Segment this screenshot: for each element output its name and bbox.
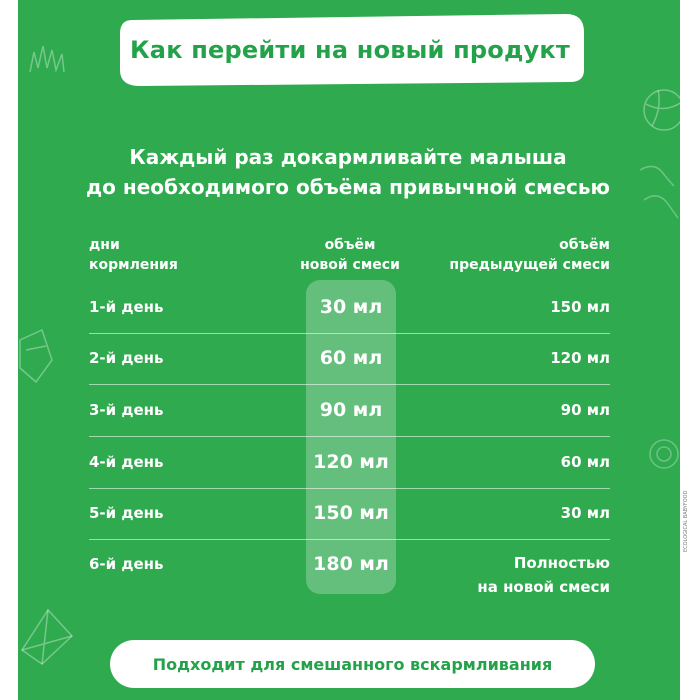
row-divider [89,488,610,489]
header-prev-line-1: объём [559,237,610,253]
kite-doodle-icon [18,600,78,670]
grass-doodle-icon [26,38,70,78]
header-prev-line-2: предыдущей смеси [449,257,610,273]
header-new-line-2: новой смеси [300,257,400,273]
row-prev-volume [477,551,610,599]
row-day: 1-й день [89,298,164,316]
header-day-line-1: дни [89,237,120,253]
table-row [89,395,610,425]
row-divider [89,436,610,437]
header-new-formula [280,235,420,275]
scribble-doodle-icon [634,160,680,240]
row-prev-volume: 120 мл [550,349,610,367]
hat-doodle-icon [18,320,58,390]
row-divider [89,384,610,385]
table-row [89,549,610,601]
instructions-text [58,142,638,202]
mixed-feeding-badge: Подходит для смешанного вскармливания [110,640,595,688]
row-prev-volume: 90 мл [560,401,610,419]
row-day: 2-й день [89,349,164,367]
row-day: 3-й день [89,401,164,419]
row-divider [89,333,610,334]
row-day: 6-й день [89,555,164,573]
page-title: Как перейти на новый продукт [129,36,570,64]
green-panel [18,0,689,700]
row-new-volume: 120 мл [313,451,389,473]
new-formula-column-highlight [306,280,396,594]
header-feeding-days [89,235,178,275]
instructions-line-1: Каждый раз докармливайте малыша [129,145,567,169]
row-divider [89,539,610,540]
instructions-line-2: до необходимого объёма привычной смесью [86,175,610,199]
row-day: 5-й день [89,504,164,522]
table-row [89,343,610,373]
row-prev-volume: 30 мл [560,504,610,522]
table-row [89,447,610,477]
row-new-volume: 90 мл [319,399,383,421]
side-note-text: ECOLOGICAL BABYFOOD [683,490,689,552]
header-previous-formula [449,235,610,275]
row-new-volume: 180 мл [313,553,389,575]
table-row [89,498,610,528]
row-prev-volume: 60 мл [560,453,610,471]
header-day-line-2: кормления [89,257,178,273]
row-day: 4-й день [89,453,164,471]
table-row [89,292,610,322]
row-prev-line-1: Полностью [513,554,610,572]
title-card [110,12,590,88]
row-new-volume: 150 мл [313,502,389,524]
row-prev-volume: 150 мл [550,298,610,316]
header-new-line-1: объём [324,237,376,253]
ball-doodle-icon [636,80,686,140]
side-vertical-note [676,455,690,555]
row-new-volume: 30 мл [319,296,383,318]
row-prev-line-2: на новой смеси [477,578,610,596]
row-new-volume: 60 мл [319,347,383,369]
